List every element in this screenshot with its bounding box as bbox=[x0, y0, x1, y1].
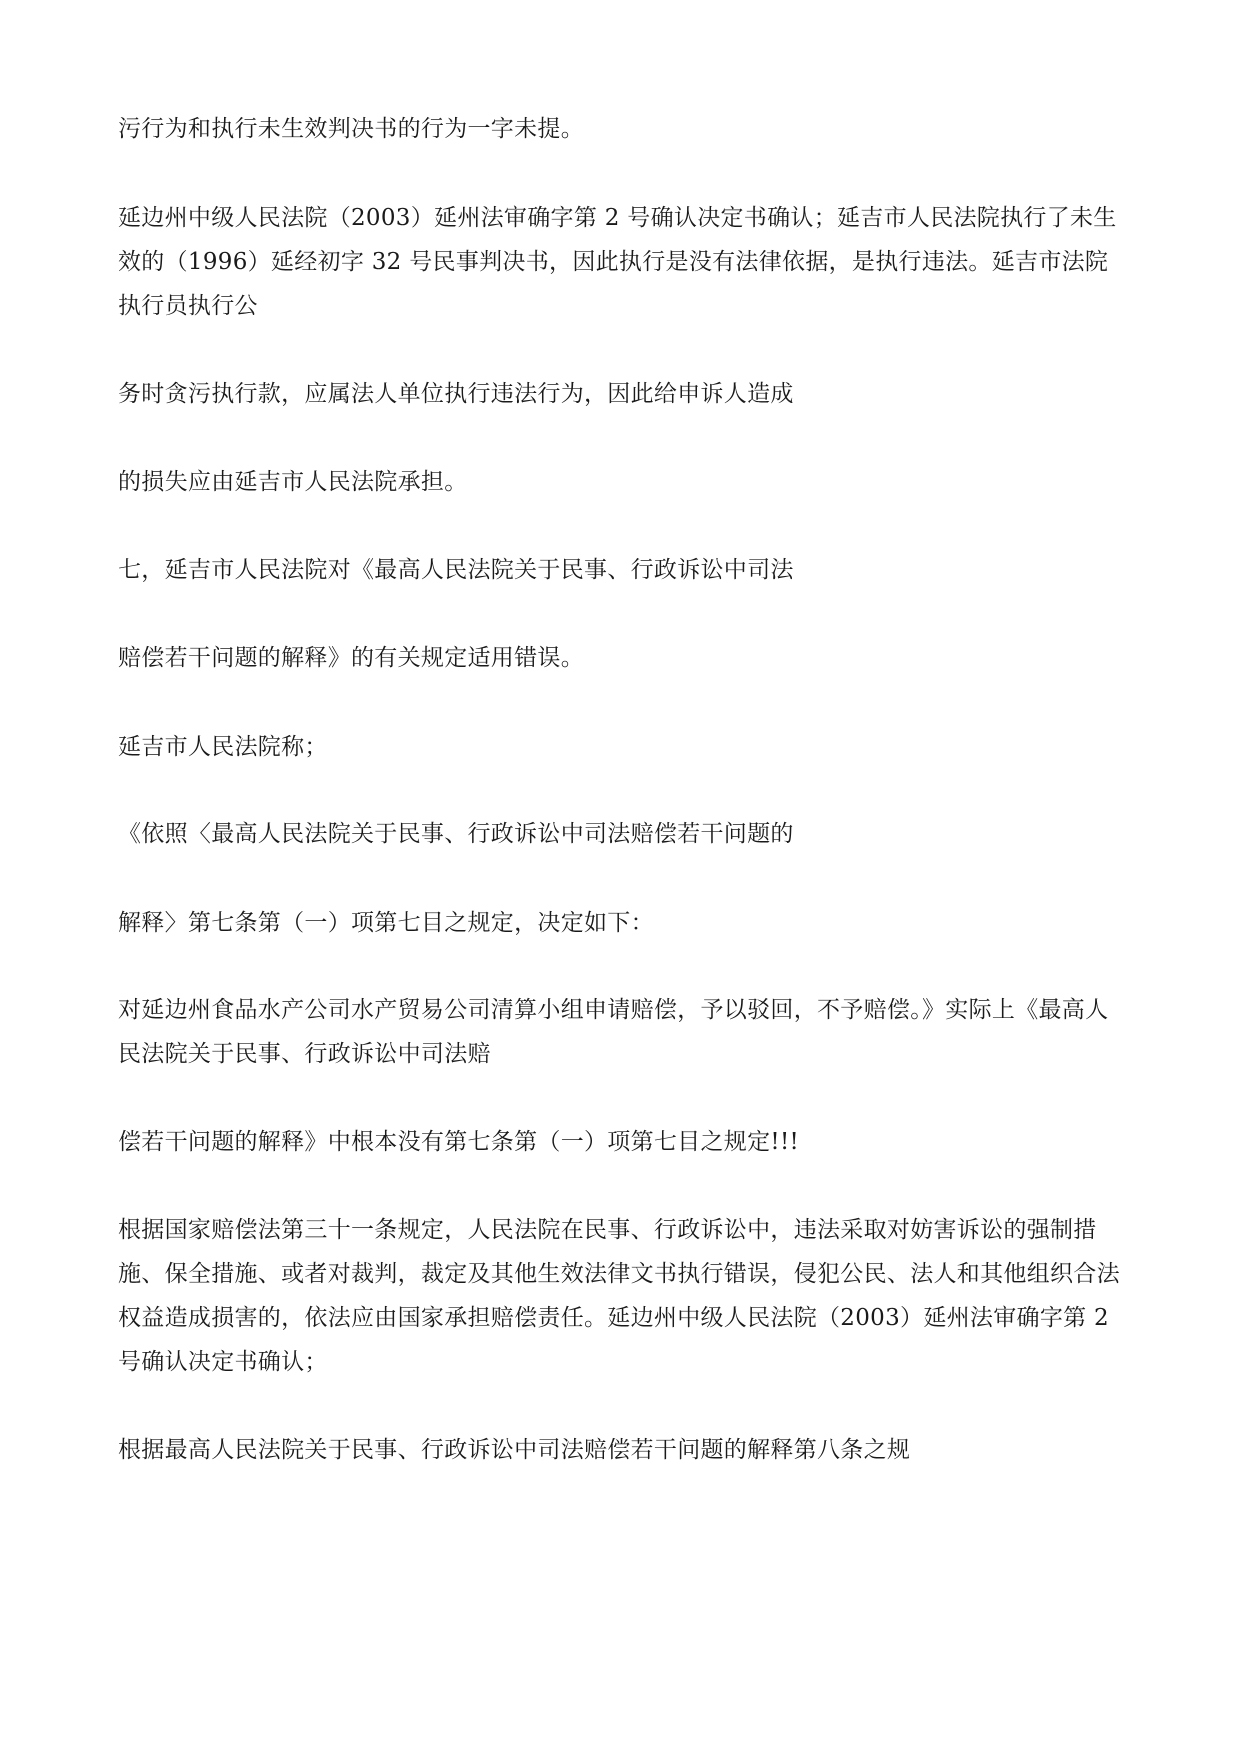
paragraph-6: 赔偿若干问题的解释》的有关规定适用错误。 bbox=[118, 645, 584, 671]
paragraph-5: 七，延吉市人民法院对《最高人民法院关于民事、行政诉讼中司法 bbox=[118, 557, 794, 583]
paragraph-3: 务时贪污执行款，应属法人单位执行违法行为，因此给申诉人造成 bbox=[118, 381, 794, 407]
paragraph-12: 根据国家赔偿法第三十一条规定，人民法院在民事、行政诉讼中，违法采取对妨害诉讼的强制措施、保全措施、或者对裁判，裁定及其他生效法律文书执行错误，侵犯公民、法人和其他组织合法权益造成损害的，依法应由国家承担赔偿责任。延边州中级人民法院（2003）延州法审确字第 2 号确认决定书确认； bbox=[118, 1217, 1120, 1375]
paragraph-11: 偿若干问题的解释》中根本没有第七条第（一）项第七目之规定!!! bbox=[118, 1129, 800, 1155]
paragraph-13: 根据最高人民法院关于民事、行政诉讼中司法赔偿若干问题的解释第八条之规 bbox=[118, 1437, 911, 1463]
paragraph-2: 延边州中级人民法院（2003）延州法审确字第 2 号确认决定书确认；延吉市人民法院执行了未生效的（1996）延经初字 32 号民事判决书，因此执行是没有法律依据，是执行违法。延吉市法院执行员执行公 bbox=[118, 205, 1117, 319]
paragraph-8: 《依照〈最高人民法院关于民事、行政诉讼中司法赔偿若干问题的 bbox=[118, 821, 794, 847]
paragraph-1: 污行为和执行未生效判决书的行为一字未提。 bbox=[118, 116, 584, 142]
paragraph-9: 解释〉第七条第（一）项第七目之规定，决定如下： bbox=[118, 910, 654, 936]
paragraph-10: 对延边州食品水产公司水产贸易公司清算小组申请赔偿，予以驳回，不予赔偿。》实际上《最高人民法院关于民事、行政诉讼中司法赔 bbox=[118, 997, 1109, 1067]
paragraph-7: 延吉市人民法院称； bbox=[118, 734, 328, 760]
paragraph-4: 的损失应由延吉市人民法院承担。 bbox=[118, 469, 468, 495]
